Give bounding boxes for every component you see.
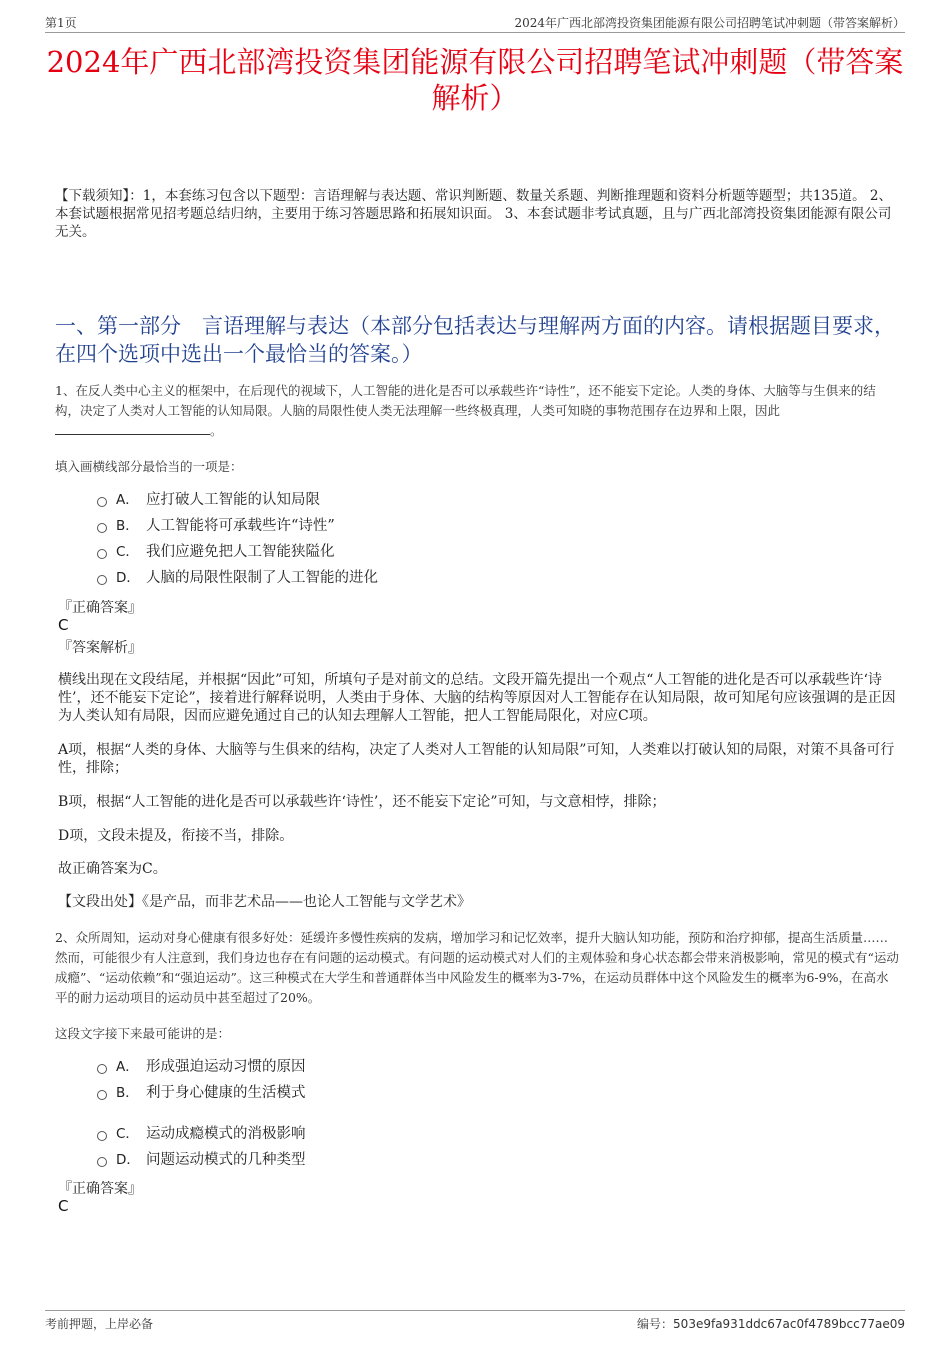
analysis-paragraph: D项，文段未提及，衔接不当，排除。 [58, 828, 294, 844]
correct-answer: C [58, 1197, 69, 1215]
correct-answer-label: 『正确答案』 [58, 1181, 142, 1197]
correct-answer: C [58, 616, 69, 634]
correct-answer-label: 『正确答案』 [58, 600, 142, 616]
analysis-paragraph: B项，根据“人工智能的进化是否可以承载些许‘诗性’，还不能妄下定论”可知，与文意相悖，排除； [58, 794, 666, 810]
page-header [45, 12, 905, 33]
question-1-text: 1、在反人类中心主义的框架中，在后现代的视域下，人工智能的进化是否可以承载些许“诗性”，还不能妄下定论。人类的身体、大脑等与生俱来的结构，决定了人类对人工智能的认知局限。人脑的局限性使人类无法理解一些终极真理，人类可知晓的事物范围存在边界和上限，因此 。 [55, 383, 876, 438]
radio-button-icon[interactable] [97, 497, 107, 507]
analysis-paragraph: 故正确答案为C。 [58, 861, 167, 877]
question-2-option-c[interactable]: C． 运动成瘾模式的消极影响 [97, 1124, 306, 1144]
radio-button-icon[interactable] [97, 1064, 107, 1074]
question-1-prompt: 填入画横线部分最恰当的一项是： [55, 459, 243, 474]
question-2-text: 2、众所周知，运动对身心健康有很多好处：延缓许多慢性疾病的发病，增加学习和记忆效率，提升大脑认知功能，预防和治疗抑郁，提高生活质量……然而，可能很少有人注意到，我们身边也存在有问题的运动模式。有问题的运动模式对人们的主观体验和身心状态都会带来消极影响，常见的模式有“运动成瘾”、“运动依赖”和“强迫运动”。这三种模式在大学生和普通群体当中风险发生的概率为3-7%，在运动员群体中这个风险发生的概率为6-9%，在高水平的耐力运动项目的运动员中甚至超过了20%。 [55, 930, 899, 1005]
source-reference: 【文段出处】《是产品，而非艺术品——也论人工智能与文学艺术》 [58, 894, 471, 910]
radio-button-icon[interactable] [97, 1157, 107, 1167]
page-number: 第1页 [45, 16, 77, 30]
answer-blank [55, 422, 210, 435]
download-notice: 【下载须知】：1，本套练习包含以下题型：言语理解与表达题、常识判断题、数量关系题、判断推理题和资料分析题等题型；共135道。 2、本套试题根据常见招考题总结归纳，主要用于练习答题思路和拓展知识面。 3、本套试题非考试真题，且与广西北部湾投资集团能源有限公司无关。 [55, 188, 892, 240]
question-2-option-d[interactable]: D． 问题运动模式的几种类型 [97, 1150, 306, 1170]
analysis-label: 『答案解析』 [58, 640, 142, 656]
radio-button-icon[interactable] [97, 523, 107, 533]
question-1-option-c[interactable]: C． 我们应避免把人工智能狭隘化 [97, 542, 335, 562]
radio-button-icon[interactable] [97, 575, 107, 585]
radio-button-icon[interactable] [97, 1090, 107, 1100]
page-footer [45, 1310, 905, 1331]
footer-slogan: 考前押题，上岸必备 [45, 1317, 154, 1331]
question-1-option-b[interactable]: B． 人工智能将可承载些许“诗性” [97, 516, 335, 536]
document-title: 2024年广西北部湾投资集团能源有限公司招聘笔试冲刺题（带答案解析） [46, 45, 904, 115]
radio-button-icon[interactable] [97, 549, 107, 559]
question-2-option-b[interactable]: B． 利于身心健康的生活模式 [97, 1083, 306, 1103]
radio-button-icon[interactable] [97, 1131, 107, 1141]
analysis-paragraph: A项，根据“人类的身体、大脑等与生俱来的结构，决定了人类对人工智能的认知局限”可知，人类难以打破认知的局限，对策不具备可行性，排除； [58, 742, 895, 776]
question-2-prompt: 这段文字接下来最可能讲的是： [55, 1026, 231, 1041]
document-code: 编号：503e9fa931ddc67ac0f4789bcc77ae09 [637, 1317, 905, 1331]
question-2-option-a[interactable]: A． 形成强迫运动习惯的原因 [97, 1057, 306, 1077]
section-heading: 一、第一部分 言语理解与表达（本部分包括表达与理解两方面的内容。请根据题目要求，在四个选项中选出一个最恰当的答案。） [55, 314, 895, 366]
analysis-paragraph: 横线出现在文段结尾，并根据“因此”可知，所填句子是对前文的总结。文段开篇先提出一个观点“人工智能的进化是否可以承载些许‘诗性’，还不能妄下定论”，接着进行解释说明，人类由于身体、大脑的结构等原因对人工智能存在认知局限，故可知尾句应该强调的是正因为人类认知有局限，因而应避免通过自己的认知去理解人工智能，把人工智能局限化，对应C项。 [58, 672, 896, 724]
header-doc-title: 2024年广西北部湾投资集团能源有限公司招聘笔试冲刺题（带答案解析） [514, 16, 905, 30]
question-1-option-d[interactable]: D． 人脑的局限性限制了人工智能的进化 [97, 568, 378, 588]
question-1-option-a[interactable]: A． 应打破人工智能的认知局限 [97, 490, 320, 510]
